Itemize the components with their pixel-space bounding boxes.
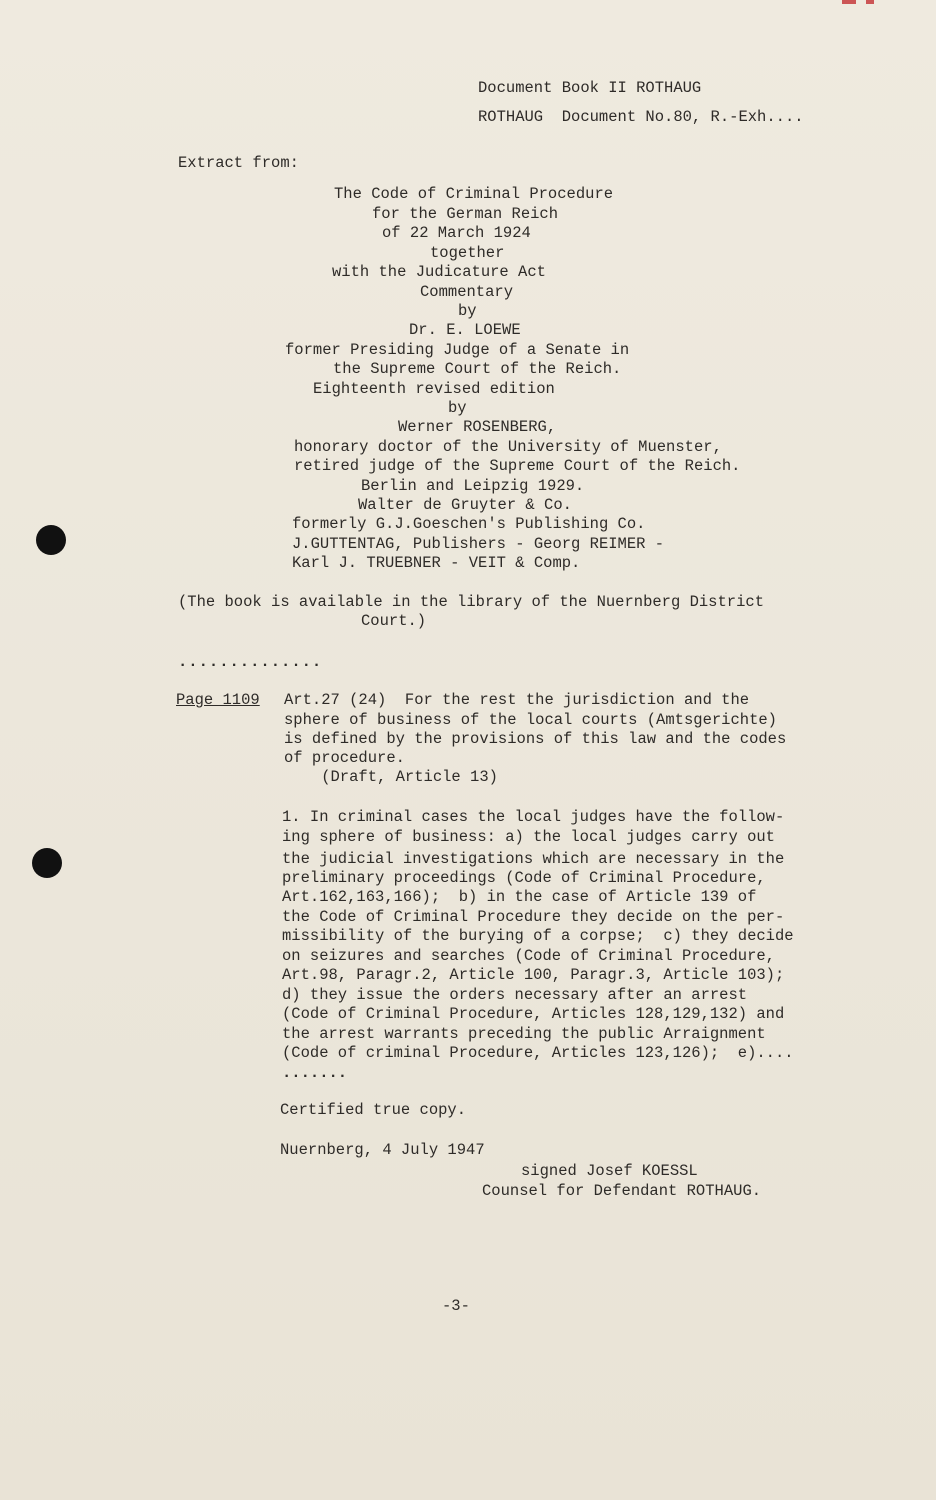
title-line: Werner ROSENBERG, (398, 418, 557, 436)
title-line: of 22 March 1924 (382, 224, 531, 242)
article-line: sphere of business of the local courts (Amtsgerichte) (284, 711, 777, 729)
paragraph-dots: ....... (282, 1064, 348, 1082)
separator-dots: .............. (178, 653, 323, 671)
corner-mark-1 (842, 0, 856, 4)
paragraph-line: (Code of Criminal Procedure, Articles 128,129,132) and (282, 1005, 785, 1023)
title-line: Berlin and Leipzig 1929. (361, 477, 585, 495)
title-line: by (458, 302, 477, 320)
punch-hole-upper (36, 525, 66, 555)
title-line: the Supreme Court of the Reich. (333, 360, 622, 378)
title-line: together (430, 244, 505, 262)
paragraph-line: Art.98, Paragr.2, Article 100, Paragr.3, Article 103); (282, 966, 785, 984)
title-line: Eighteenth revised edition (313, 380, 555, 398)
article-line: (Draft, Article 13) (284, 768, 498, 786)
title-line: retired judge of the Supreme Court of the Reich. (294, 457, 741, 475)
title-line: Karl J. TRUEBNER - VEIT & Comp. (292, 554, 581, 572)
title-line: honorary doctor of the University of Muenster, (294, 438, 722, 456)
title-line: for the German Reich (372, 205, 559, 223)
title-line: by (448, 399, 467, 417)
title-line: former Presiding Judge of a Senate in (285, 341, 630, 359)
availability-note: (The book is available in the library of the Nuernberg District (178, 593, 764, 611)
signature-name: signed Josef KOESSL (521, 1162, 698, 1180)
paragraph-line: the arrest warrants preceding the public Arraignment (282, 1025, 766, 1043)
header-document-number: ROTHAUG Document No.80, R.-Exh.... (478, 108, 804, 126)
signature-title: Counsel for Defendant ROTHAUG. (482, 1182, 762, 1200)
title-line: J.GUTTENTAG, Publishers - Georg REIMER - (292, 535, 665, 553)
title-line: formerly G.J.Goeschen's Publishing Co. (292, 515, 646, 533)
paragraph-line: (Code of criminal Procedure, Articles 123,126); e).... (282, 1044, 794, 1062)
paragraph-line: 1. In criminal cases the local judges have the follow- (282, 808, 785, 826)
article-line: of procedure. (284, 749, 405, 767)
availability-note-continued: Court.) (361, 612, 427, 630)
place-date: Nuernberg, 4 July 1947 (280, 1141, 485, 1159)
punch-hole-lower (32, 848, 62, 878)
corner-mark-2 (866, 0, 874, 4)
paragraph-line: the judicial investigations which are necessary in the (282, 850, 785, 868)
article-line: is defined by the provisions of this law and the codes (284, 730, 787, 748)
paragraph-line: Art.162,163,166); b) in the case of Article 139 of (282, 888, 757, 906)
paragraph-line: preliminary proceedings (Code of Criminal Procedure, (282, 869, 766, 887)
title-line: The Code of Criminal Procedure (334, 185, 614, 203)
page-reference: Page 1109 (176, 691, 260, 709)
page-number: -3- (442, 1297, 470, 1315)
paragraph-line: d) they issue the orders necessary after an arrest (282, 986, 748, 1004)
paragraph-line: missibility of the burying of a corpse; c) they decide (282, 927, 794, 945)
title-line: Dr. E. LOEWE (409, 321, 521, 339)
header-book-line: Document Book II ROTHAUG (478, 79, 702, 97)
title-line: Commentary (420, 283, 514, 301)
paragraph-line: the Code of Criminal Procedure they decide on the per- (282, 908, 785, 926)
certification-statement: Certified true copy. (280, 1101, 467, 1119)
article-line: Art.27 (24) For the rest the jurisdiction and the (284, 691, 750, 709)
paragraph-line: on seizures and searches (Code of Criminal Procedure, (282, 947, 775, 965)
title-line: with the Judicature Act (332, 263, 546, 281)
extract-label: Extract from: (178, 154, 299, 172)
title-line: Walter de Gruyter & Co. (358, 496, 572, 514)
paragraph-line: ing sphere of business: a) the local judges carry out (282, 828, 775, 846)
